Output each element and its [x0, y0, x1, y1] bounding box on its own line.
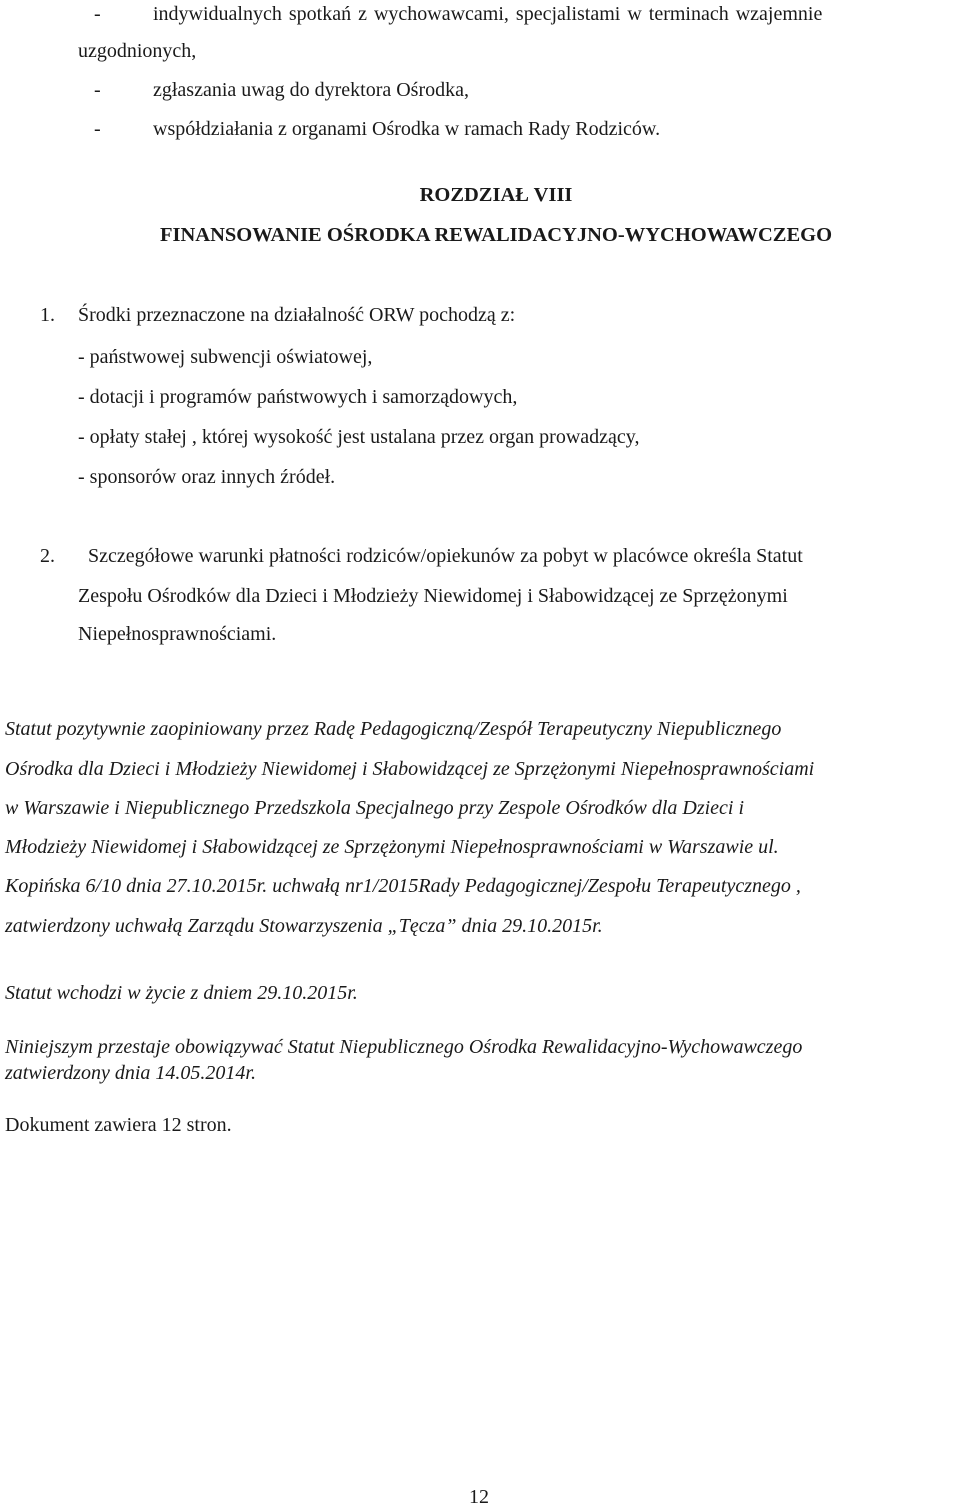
page-count-note: Dokument zawiera 12 stron. [5, 1114, 232, 1136]
section-list-item: - dotacji i programów państwowych i samorządowych, [78, 386, 518, 408]
repeal-notice: Niniejszym przestaje obowiązywać Statut Niepublicznego Ośrodka Rewalidacyjno-Wychowawczego [5, 1036, 803, 1058]
approval-line: zatwierdzony uchwałą Zarządu Stowarzyszenia „Tęcza” dnia 29.10.2015r. [5, 915, 603, 937]
approval-line: Kopińska 6/10 dnia 27.10.2015r. uchwałą nr1/2015Rady Pedagogicznej/Zespołu Terapeutycznego , [5, 875, 801, 897]
chapter-title: FINANSOWANIE OŚRODKA REWALIDACYJNO-WYCHOWAWCZEGO [159, 224, 833, 246]
list-dash: - [94, 3, 101, 25]
section-text: Zespołu Ośrodków dla Dzieci i Młodzieży Niewidomej i Słabowidzącej ze Sprzężonymi [78, 585, 788, 607]
section-list-item: - państwowej subwencji oświatowej, [78, 346, 373, 368]
section-list-item: - opłaty stałej , której wysokość jest ustalana przez organ prowadzący, [78, 426, 640, 448]
list-item-continuation: uzgodnionych, [78, 40, 197, 62]
approval-line: w Warszawie i Niepublicznego Przedszkola Specjalnego przy Zespole Ośrodków dla Dzieci i [5, 797, 745, 819]
repeal-notice: zatwierdzony dnia 14.05.2014r. [5, 1062, 256, 1084]
approval-line: Statut pozytywnie zaopiniowany przez Radę Pedagogiczną/Zespół Terapeutyczny Niepublicznego [5, 718, 782, 740]
list-dash: - [94, 118, 101, 140]
list-item-text: indywidualnych spotkań z wychowawcami, specjalistami w terminach wzajemnie [153, 3, 823, 25]
effective-date: Statut wchodzi w życie z dniem 29.10.2015r. [5, 982, 358, 1004]
section-number: 1. [40, 304, 55, 326]
section-number: 2. [40, 545, 55, 567]
list-dash: - [94, 79, 101, 101]
chapter-number: ROZDZIAŁ VIII [419, 184, 573, 206]
list-item-text: współdziałania z organami Ośrodka w ramach Rady Rodziców. [153, 118, 661, 140]
section-text: Niepełnosprawnościami. [78, 623, 277, 645]
section-list-item: - sponsorów oraz innych źródeł. [78, 466, 336, 488]
section-text: Szczegółowe warunki płatności rodziców/opiekunów za pobyt w placówce określa Statut [88, 545, 803, 567]
approval-line: Ośrodka dla Dzieci i Młodzieży Niewidomej i Słabowidzącej ze Sprzężonymi Niepełnosprawnościami [5, 758, 815, 780]
list-item-text: zgłaszania uwag do dyrektora Ośrodka, [153, 79, 469, 101]
section-intro: Środki przeznaczone na działalność ORW pochodzą z: [78, 304, 516, 326]
approval-line: Młodzieży Niewidomej i Słabowidzącej ze Sprzężonymi Niepełnosprawnościami w Warszawie ul. [5, 836, 779, 858]
page-number: 12 [469, 1486, 489, 1508]
